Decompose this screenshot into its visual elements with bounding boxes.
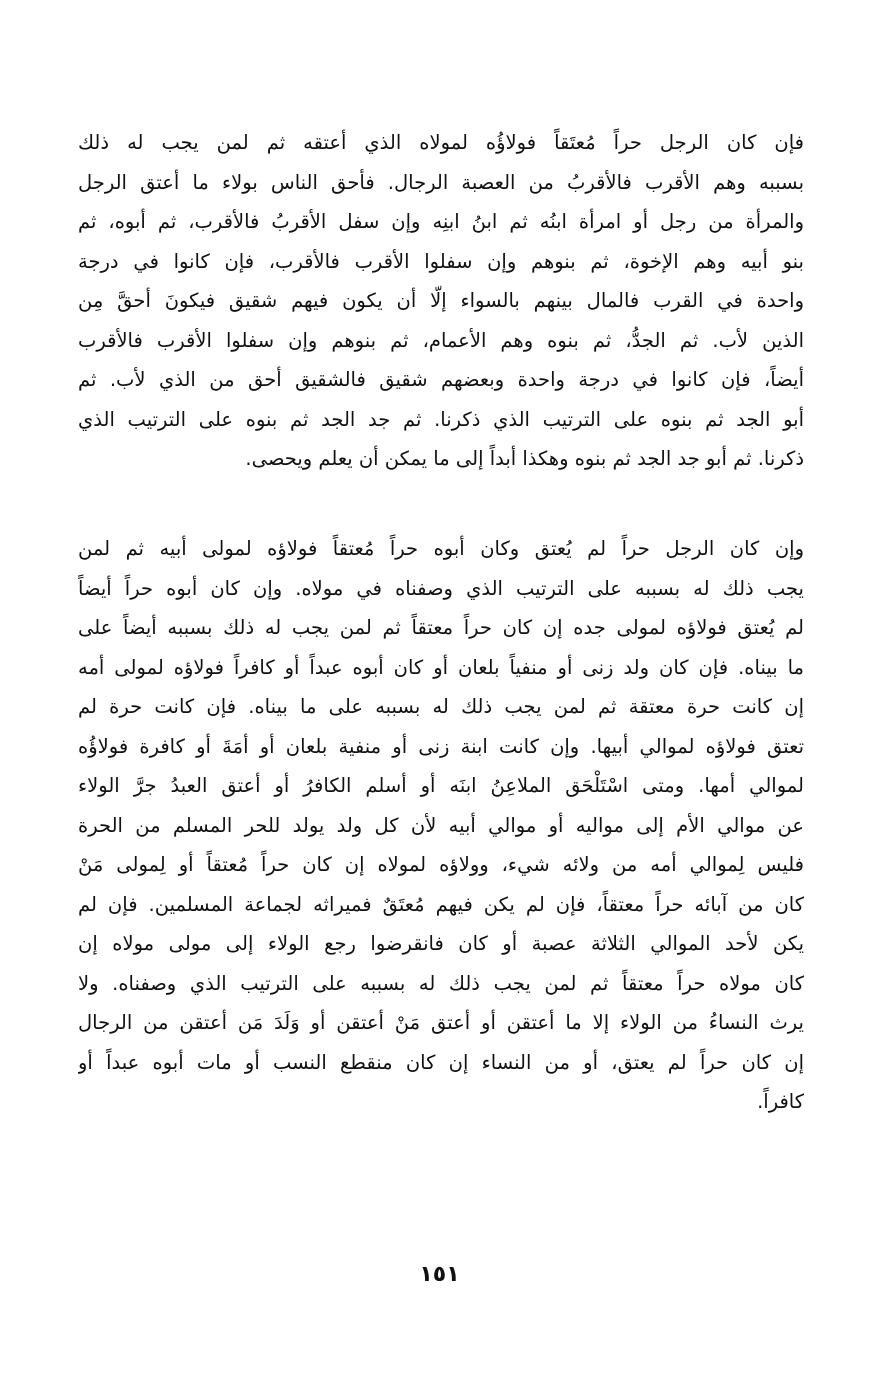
paragraph-line: لم يُعتق فولاؤه لمولى جده إن كان حراً معتقاً ثم لمن يجب له ذلك بسببه أيضاً على [78, 616, 804, 639]
paragraph-line: كان من آبائه حراً معتقاً، فإن لم يكن فيهم مُعتَقٌ فميراثه لجماعة المسلمين. فإن لم [78, 892, 804, 916]
page-number: ١٥١ [419, 1262, 460, 1287]
paragraph-line: كان مولاه حراً معتقاً ثم لمن يجب ذلك له بسببه على الترتيب الذي وصفناه. ولا [78, 971, 804, 995]
paragraph-line: يجب ذلك له بسببه على الترتيب الذي وصفناه في مولاه. وإن كان أبوه حراً أيضاً [78, 576, 804, 600]
paragraph-line: إن كانت حرة معتقة ثم لمن يجب ذلك له بسببه على ما بيناه. فإن كانت حرة لم [78, 695, 804, 718]
paragraph-line: فليس لِموالي أمه من ولائه شيء، وولاؤه لمولاه إن كان حراً مُعتقاً أو لِمولى مَنْ [78, 853, 804, 876]
paragraph-line: ذكرنا. ثم أبو جد الجد ثم بنوه وهكذا أبداً إلى ما يمكن أن يعلم ويحصى. [245, 447, 804, 470]
paragraph-line: كافراً. [757, 1090, 804, 1113]
paragraph-line: واحدة في القرب فالمال بينهم بالسواء إلّا أن يكون فيهم شقيق فيكونَ أحقَّ مِن [78, 289, 804, 312]
paragraph-line: إن كان حراً لم يعتق، أو من النساء إن كان منقطع النسب أو مات أبوه عبداً أو [78, 1050, 804, 1074]
paragraph-line: بنو أبيه وهم الإخوة، ثم بنوهم وإن سفلوا الأقرب فالأقرب، فإن كانوا في درجة [78, 249, 804, 273]
paragraph-line: الذين لأب. ثم الجدُّ، ثم بنوه وهم الأعمام، ثم بنوهم وإن سفلوا الأقرب فالأقرب [78, 328, 804, 352]
paragraph-line: يكن لأحد الموالي الثلاثة عصبة أو كان فانقرضوا رجع الولاء إلى مولى مولاه إن [78, 932, 804, 955]
paragraph-line: يرث النساءُ من الولاء إلا ما أعتقن أو أعتق مَنْ أعتقن أو وَلَدَ مَن أعتقن من الرجال [78, 1011, 804, 1034]
paragraph-1 [78, 123, 804, 479]
paragraph-line: فإن كان الرجل حراً مُعتَقاً فولاؤُه لمولاه الذي أعتقه ثم لمن يجب له ذلك [78, 131, 804, 154]
paragraph-2 [78, 529, 804, 1122]
paragraph-line: أبو الجد ثم بنوه على الترتيب الذي ذكرنا. ثم جد الجد ثم بنوه على الترتيب الذي [78, 407, 804, 431]
paragraph-line: بسببه وهم الأقرب فالأقربُ من العصبة الرجال. فأحق الناس بولاء ما أعتق الرجل [78, 170, 804, 194]
paragraph-line: لموالي أمها. ومتى اسْتَلْحَق الملاعِنُ ابنَه أو أسلم الكافرُ أو أعتق العبدُ جرَّ الولاء [78, 774, 804, 797]
paragraph-line: أيضاً، فإن كانوا في درجة واحدة وبعضهم شقيق فالشقيق أحق من الذي لأب. ثم [78, 368, 804, 391]
paragraph-line: ما بيناه. فإن كان ولد زنى أو منفياً بلعان أو كان أبوه عبداً أو كافراً فولاؤه لمولى أمه [78, 655, 804, 679]
paragraph-line: تعتق فولاؤه لموالي أبيها. وإن كانت ابنة زنى أو منفية بلعان أو أمَةَ أو كافرة فولاؤُه [78, 734, 804, 758]
paragraph-line: عن موالي الأم إلى مواليه أو موالي أبيه لأن كل ولد يولد للحر المسلم من الحرة [78, 813, 804, 837]
paragraph-line: والمرأة من رجل أو امرأة ابنُه ثم ابنُ ابنِه وإن سفل الأقربُ فالأقرب، ثم أبوه، ثم [78, 210, 804, 233]
paragraph-line: وإن كان الرجل حراً لم يُعتق وكان أبوه حراً مُعتقاً فولاؤه لمولى أبيه ثم لمن [78, 537, 804, 560]
